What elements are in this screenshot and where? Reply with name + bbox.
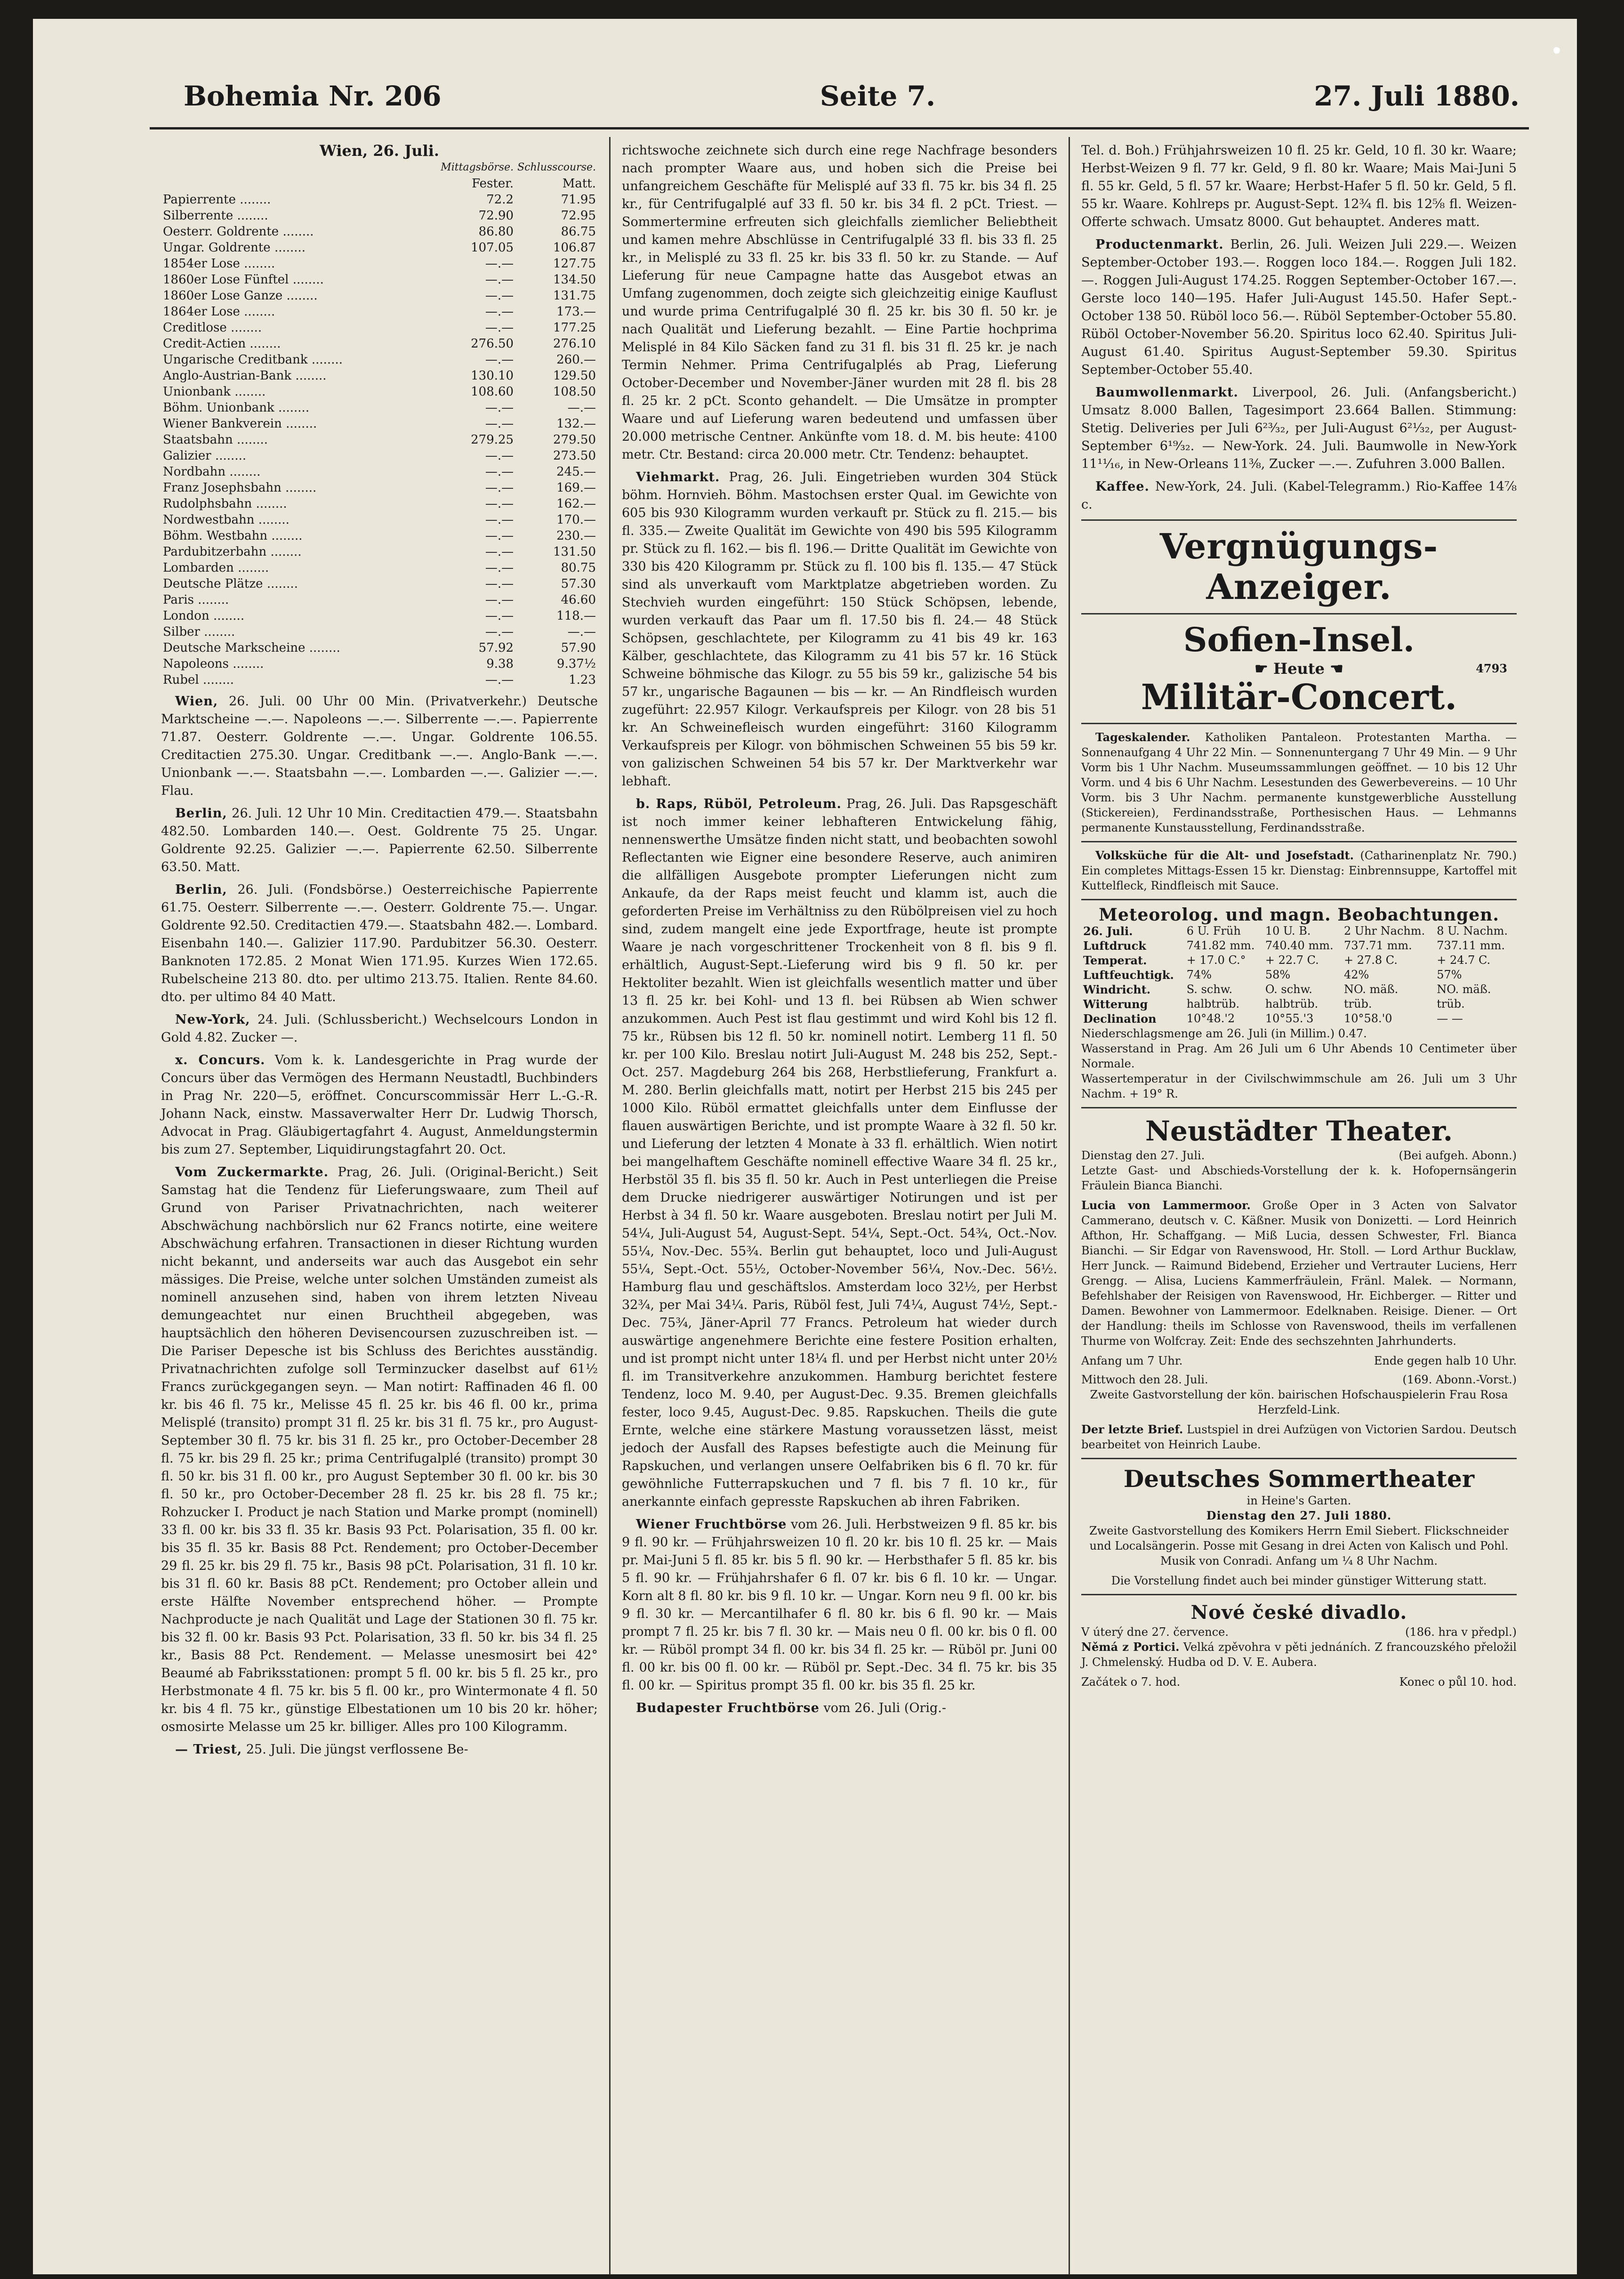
stock-table — [161, 160, 598, 688]
meteo-cell: Windricht. — [1083, 983, 1151, 996]
page-date: 27. Juli 1880. — [1314, 80, 1519, 112]
column-1 — [150, 137, 609, 2275]
stock-row — [161, 432, 598, 448]
stock-value-close: 279.50 — [553, 433, 596, 447]
article — [622, 469, 1057, 791]
meteo-cell: 737.71 mm. — [1343, 939, 1412, 952]
stock-col-right: Matt. — [562, 177, 596, 191]
theatre-date-line — [1081, 1148, 1517, 1163]
stock-value-mid: —.— — [485, 593, 514, 607]
page-number: Seite 7. — [820, 80, 936, 112]
stock-row — [161, 480, 598, 496]
article — [622, 142, 1057, 464]
stock-value-close: 57.90 — [561, 641, 596, 655]
czech-play-text: Velká zpěvohra v pěti jednáních. Z francouzského přeložil J. Chmelenský. Hudba od D. V. E. Aubera. — [1081, 1641, 1517, 1669]
stock-value-mid: —.— — [485, 673, 514, 687]
stock-name: London ........ — [163, 609, 245, 623]
meteo-row — [1081, 924, 1517, 938]
stock-col-left: Fester. — [472, 177, 514, 191]
stock-value-mid: —.— — [485, 481, 514, 495]
stock-value-mid: 107.05 — [471, 241, 514, 255]
stock-name: Napoleons ........ — [163, 657, 264, 671]
divider — [1081, 1107, 1517, 1108]
page-content — [150, 80, 1529, 2279]
article — [622, 1516, 1057, 1695]
stock-value-close: 1.23 — [569, 673, 596, 687]
stock-row — [161, 272, 598, 288]
stock-row — [161, 672, 598, 688]
divider — [1081, 613, 1517, 614]
stock-value-mid: —.— — [485, 577, 514, 591]
theatre-date: Dienstag den 27. Juli. — [1081, 1149, 1205, 1162]
czech-start: Začátek o 7. hod. — [1081, 1675, 1181, 1689]
stock-row — [161, 208, 598, 224]
meteo-cell: 10 U. B. — [1265, 924, 1311, 937]
sommer-location: in Heine's Garten. — [1246, 1494, 1351, 1507]
article-heading: New-York, — [175, 1012, 250, 1027]
stock-value-mid: —.— — [485, 449, 514, 463]
stock-row — [161, 320, 598, 336]
stock-value-mid: 279.25 — [471, 433, 514, 447]
meteo-cell: NO. mäß. — [1343, 983, 1399, 996]
article-heading: Wien, — [175, 694, 218, 709]
meteo-cell: 6 U. Früh — [1186, 924, 1241, 937]
stock-value-close: 72.95 — [561, 209, 596, 223]
stock-value-close: 260.— — [556, 353, 596, 367]
heute-line — [1081, 660, 1517, 678]
tageskalender-heading: Tageskalender. — [1095, 730, 1190, 744]
stock-value-close: 57.30 — [561, 577, 596, 591]
czech-no: (186. hra v předpl.) — [1405, 1625, 1517, 1639]
stock-row — [161, 368, 598, 384]
meteo-note: Wasserstand in Prag. Am 26 Juli um 6 Uhr Abends 10 Centimeter über Normale. — [1081, 1042, 1517, 1070]
meteo-cell: 58% — [1265, 968, 1291, 981]
article — [161, 881, 598, 1006]
meteo-cell: halbtrüb. — [1265, 997, 1318, 1010]
stock-row — [161, 656, 598, 672]
scan-blemish — [1553, 47, 1560, 54]
czech-title: Nové české divadlo. — [1190, 1601, 1407, 1624]
meteo-title: Meteorolog. und magn. Beobachtungen. — [1099, 905, 1499, 925]
stock-value-close: 9.37½ — [556, 657, 596, 671]
article-heading: Kaffee. — [1095, 479, 1150, 494]
stock-name: Rudolphsbahn ........ — [163, 497, 287, 511]
theatre-text: Letzte Gast- und Abschieds-Vorstellung der k. k. Hofopernsängerin Fräulein Bianca Bianchi. — [1081, 1164, 1517, 1192]
stock-value-close: 173.— — [556, 305, 596, 319]
article-heading: Viehmarkt. — [636, 470, 720, 485]
volkskueche-heading: Volksküche für die Alt- und Josefstadt. — [1095, 849, 1354, 862]
sommer-title: Deutsches Sommertheater — [1123, 1465, 1475, 1493]
stock-name: Silberrente ........ — [163, 209, 268, 223]
stock-value-mid: —.— — [485, 529, 514, 543]
stock-row — [161, 512, 598, 528]
sommer-date: Dienstag den 27. Juli 1880. — [1206, 1509, 1392, 1522]
mittwoch-no: (169. Abonn.-Vorst.) — [1402, 1373, 1517, 1386]
volkskueche — [1081, 848, 1517, 893]
stock-name: Rubel ........ — [163, 673, 234, 687]
stock-name: 1860er Lose Fünftel ........ — [163, 273, 324, 287]
stock-value-close: 245.— — [556, 465, 596, 479]
stock-value-close: 71.95 — [561, 193, 596, 207]
article-heading: Baumwollenmarkt. — [1095, 385, 1238, 400]
stock-row — [161, 592, 598, 608]
article-text: richtswoche zeichnete sich durch eine rege Nachfrage besonders nach prompter Waare aus, und hoben sich die Preise bei unfangreichem Geschäfte für Melisplé auf 33 fl. 75 kr. bis 34 fl. 25 kr., für Centrifugalplé auf 33 fl. 50 kr. bis 34 fl. 2 pCt. Triest. — Sommertermine erfreuten sich gleichfalls ziemlicher Beliebtheit und kamen mehre Abschlüsse in Centrifugalplé 33 fl. bis 33 fl. 25 kr., in Melisplé zu 33 fl. 25 kr. bis 33 fl. 50 kr. zu Stande. — Auf Lieferung für neue Campagne hatte das Ausgebot etwas an Umfang zugenommen, doch zeigte sich gleichzeitig einige Kauflust und wurde prima Centrifugalplé 30 fl. 25 kr. bis 30 fl. 50 kr. je nach Qualität und Lieferung bezahlt. — Eine Partie hochprima Melisplé in 84 Kilo Säcken fand zu 31 fl. bis 31 fl. 25 kr. je nach Termin Nehmer. Prima Centrifugalplés ab Prag, Lieferung October-December und November-Jäner wurden mit 28 fl. bis 28 fl. 25 kr. 2 pCt. Sconto gehandelt. — Die Umsätze in prompter Waare und auf Lieferung waren bedeutend und umfassen über 20.000 metrische Centner. Ankünfte vom 18. d. M. bis heute: 4100 metr. Ctr. Bestand: circa 20.000 metr. Ctr. Tendenz: behauptet. — [622, 143, 1057, 462]
mittwoch-line — [1081, 1372, 1517, 1387]
meteo-cell: S. schw. — [1186, 983, 1233, 996]
column-2-articles — [622, 142, 1057, 1717]
theatre-play — [1081, 1198, 1517, 1349]
article — [161, 1741, 598, 1759]
stock-name: Pardubitzerbahn ........ — [163, 545, 302, 559]
stock-rows — [161, 192, 598, 688]
page-header — [150, 80, 1529, 129]
article-heading: b. Raps, Rüböl, Petroleum. — [636, 797, 842, 811]
meteo-row — [1081, 997, 1517, 1011]
meteo-cell: 741.82 mm. — [1186, 939, 1255, 952]
stock-value-mid: 72.90 — [478, 209, 514, 223]
meteo-cell: Declination — [1083, 1012, 1157, 1026]
ads-heading: Vergnügungs-Anzeiger. — [1159, 526, 1439, 607]
meteo-cell: halbtrüb. — [1186, 997, 1240, 1010]
meteo-cell: 737.11 mm. — [1437, 939, 1505, 952]
stock-value-close: —.— — [567, 625, 596, 639]
meteo-cell: 26. Juli. — [1083, 924, 1133, 938]
theatre-start: Anfang um 7 Uhr. — [1081, 1354, 1183, 1367]
meteo-cell: — — — [1437, 1012, 1463, 1025]
stock-name: Anglo-Austrian-Bank ........ — [163, 369, 327, 383]
stock-value-close: 162.— — [556, 497, 596, 511]
sommer-note: Die Vorstellung findet auch bei minder günstiger Witterung statt. — [1111, 1574, 1487, 1587]
stock-name: Staatsbahn ........ — [163, 433, 268, 447]
theatre-play-title: Lucia von Lammermoor. — [1081, 1198, 1251, 1212]
article-heading: x. Concurs. — [175, 1053, 265, 1067]
article-text: vom 26. Juli (Orig.- — [819, 1701, 947, 1715]
column-1-articles — [161, 693, 598, 1759]
divider — [1081, 1458, 1517, 1459]
stock-name: Ungarische Creditbank ........ — [163, 353, 343, 367]
article-text: Liverpool, 26. Juli. (Anfangsbericht.) Umsatz 8.000 Ballen, Tagesimport 23.664 Ballen. Stimmung: Stetig. Deliveries per Juli 6²³⁄₃₂, per Juli-August 6²¹⁄₃₂, per August-September 6¹⁹⁄₃₂. — New-York. 24. Juli. Baumwolle in New-York 11¹¹⁄₁₆, in New-Orleans 11⅜, Zucker —.—. Zufuhren 3.000 Ballen. — [1081, 385, 1517, 471]
meteo-cell: 2 Uhr Nachm. — [1343, 924, 1425, 937]
stock-row — [161, 528, 598, 544]
stock-row — [161, 640, 598, 656]
article — [1081, 384, 1517, 473]
stock-name: Wiener Bankverein ........ — [163, 417, 317, 431]
article-heading: Budapester Fruchtbörse — [636, 1701, 820, 1715]
stock-name: Creditlose ........ — [163, 321, 262, 335]
article — [1081, 142, 1517, 231]
stock-value-close: 131.50 — [553, 545, 596, 559]
concert-title: Militär-Concert. — [1141, 677, 1457, 718]
meteo-cell: 740.40 mm. — [1265, 939, 1334, 952]
meteo-cell: Luftdruck — [1083, 939, 1146, 953]
stock-value-close: 118.— — [556, 609, 596, 623]
meteo-cell: Temperat. — [1083, 954, 1147, 967]
meteo-cell: Luftfeuchtigk. — [1083, 968, 1174, 982]
article-text: vom 26. Juli. Herbstweizen 9 fl. 85 kr. bis 9 fl. 90 kr. — Frühjahrsweizen 10 fl. 20 kr. bis 10 fl. 25 kr. — Mais pr. Mai-Juni 5 fl. 85 kr. bis 5 fl. 90 kr. — Herbsthafer 5 fl. 85 kr. bis 5 fl. 90 kr. — Frühjahrshafer 6 fl. 07 kr. bis 6 fl. 10 kr. — Ungar. Korn alt 8 fl. 80 kr. bis 9 fl. 10 kr. — Ungar. Korn neu 9 fl. 00 kr. bis 9 fl. 30 kr. — Mercantilhafer 6 fl. 80 kr. bis 6 fl. 90 kr. — Mais prompt 7 fl. 25 kr. bis 7 fl. 30 kr. — Mais neu 0 fl. 00 kr. bis 0 fl. 00 kr. — Rüböl prompt 34 fl. 00 kr. bis 34 fl. 25 kr. — Rüböl pr. Juni 00 fl. 00 kr. bis 00 fl. 00 kr. — Rüböl pr. Sept.-Dec. 34 fl. 75 kr. bis 35 fl. 00 kr. — Spiritus prompt 35 fl. 00 kr. bis 35 fl. 25 kr. — [622, 1517, 1057, 1693]
czech-play-title: Němá z Portici. — [1081, 1640, 1180, 1654]
article-heading: Wiener Fruchtbörse — [636, 1517, 787, 1532]
article — [161, 805, 598, 876]
meteo-cell: + 17.0 C.° — [1186, 954, 1246, 967]
meteo-cell: Witterung — [1083, 997, 1148, 1011]
stock-row — [161, 224, 598, 240]
stock-value-mid: —.— — [485, 257, 514, 271]
column-2 — [609, 137, 1069, 2275]
article-text: Tel. d. Boh.) Frühjahrsweizen 10 fl. 25 kr. Geld, 10 fl. 30 kr. Waare; Herbst-Weizen 9 fl. 77 kr. Geld, 9 fl. 80 kr. Waare; Mais Mai-Juni 5 fl. 55 kr. Geld, 5 fl. 57 kr. Waare; Herbst-Hafer 5 fl. 50 kr. Geld, 5 fl. 55 kr. Waare. Kohlreps pr. August-Sept. 12¾ fl. bis 12⅝ fl. Weizen-Offerte schwach. Umsatz 8000. Gut behauptet. Anderes matt. — [1081, 143, 1517, 229]
article — [161, 693, 598, 800]
stock-name: Ungar. Goldrente ........ — [163, 241, 306, 255]
stock-value-close: 273.50 — [553, 449, 596, 463]
czech-times — [1081, 1674, 1517, 1689]
stock-value-close: 132.— — [556, 417, 596, 431]
stock-value-close: 177.25 — [553, 321, 596, 335]
article-text: 26. Juli. (Fondsbörse.) Oesterreichische Papierrente 61.75. Oesterr. Silberrente —.—. Oesterr. Goldrente 75.—. Ungar. Goldrente 92.50. Creditactien 479.—. Staatsbahn 482.—. Lombard. Eisenbahn 140.—. Galizier 117.90. Pardubitzer 56.30. Oesterr. Banknoten 172.85. 2 Monat Wien 171.95. Kurzes Wien 172.65. Rubelscheine 213 80. dto. per ultimo 213.75. Italien. Rente 84.60. dto. per ultimo 84 40 Matt. — [161, 882, 598, 1004]
stock-value-mid: 86.80 — [478, 225, 514, 239]
stock-value-close: 80.75 — [561, 561, 596, 575]
letzte-brief-text: Lustspiel in drei Aufzügen von Victorien Sardou. Deutsch bearbeitet von Heinrich Laube. — [1081, 1423, 1517, 1451]
stock-value-mid: —.— — [485, 561, 514, 575]
stock-value-mid: 276.50 — [471, 337, 514, 351]
stock-value-mid: —.— — [485, 401, 514, 415]
stock-name: Nordwestbahn ........ — [163, 513, 289, 527]
divider — [1081, 519, 1517, 521]
stock-row — [161, 560, 598, 576]
stock-row — [161, 240, 598, 256]
stock-row — [161, 624, 598, 640]
stock-value-close: 134.50 — [553, 273, 596, 287]
theatre-play-text: Große Oper in 3 Acten von Salvator Cammerano, deutsch v. C. Käßner. Musik von Donizetti. — Lord Heinrich Afthon, Hr. Schaffgang. — Miß Lucia, dessen Schwester, Frl. Bianca Bianchi. — Sir Edgar von Ravenswood, Hr. Stoll. — Lord Arthur Bucklaw, Herr Junck. — Raimund Bidebend, Erzieher und Vertrauter Luciens, Herr Grengg. — Alisa, Luciens Kammerfräulein, Fränl. Malek. — Normann, Befehlshaber der Reisigen von Ravenswood, Hr. Eichberger. — Ritter und Damen. Bewohner von Lammermoor. Edelknaben. Reisige. Diener. — Ort der Handlung: theils im Schlosse von Ravenswood, theils im verfallenen Thurme von Wolfcray. Zeit: Ende des sechszehnten Jahrhunderts. — [1081, 1199, 1517, 1348]
stock-name: Franz Josephsbahn ........ — [163, 481, 317, 495]
stock-value-mid: 57.92 — [478, 641, 514, 655]
stock-row — [161, 384, 598, 400]
meteo-table — [1081, 924, 1517, 1026]
meteo-row — [1081, 968, 1517, 982]
stock-name: 1864er Lose ........ — [163, 305, 275, 319]
stock-name: Oesterr. Goldrente ........ — [163, 225, 314, 239]
column-3-articles — [1081, 142, 1517, 514]
divider — [1081, 899, 1517, 900]
theatre-abonn: (Bei aufgeh. Abonn.) — [1399, 1149, 1517, 1162]
meteo-cell: + 22.7 C. — [1265, 954, 1319, 967]
stock-sub-right: Schlusscourse. — [517, 162, 596, 173]
sofien-insel-ad: Sofien-Insel. — [1183, 620, 1415, 659]
meteo-cell: + 27.8 C. — [1343, 954, 1398, 967]
article — [1081, 236, 1517, 379]
stock-value-mid: —.— — [485, 353, 514, 367]
article-text: 26. Juli. 00 Uhr 00 Min. (Privatverkehr.) Deutsche Marktscheine —.—. Napoleons —.—. Silberrente —.—. Papierrente 71.87. Oesterr. Goldrente —.—. Ungar. Goldrente 106.55. Creditactien 275.30. Ungar. Creditbank —.—. Anglo-Bank —.—. Unionbank —.—. Staatsbahn —.—. Lombarden —.—. Galizier —.—. Flau. — [161, 694, 598, 798]
stock-row — [161, 288, 598, 304]
article-text: Prag, 26. Juli. Eingetrieben wurden 304 Stück böhm. Hornvieh. Böhm. Mastochsen erster Qual. im Gewichte von 605 bis 930 Kilogramm wurden verkauft pr. Stück zu fl. 215.— bis fl. 335.— Zweite Qualität im Gewichte von 490 bis 595 Kilogramm pr. Stück zu fl. 162.— bis fl. 196.— Dritte Qualität im Gewichte von 330 bis 420 Kilogramm pr. Stück zu fl. 100 bis fl. 135.— 47 Stück sind als unverkauft vom Marktplatze abgetrieben worden. Zu Stechvieh wurden eingeführt: 150 Stück Schöpsen, lebende, wurden verkauft das Paar um fl. 17.50 bis fl. 24.— 48 Stück Schöpsen, geschlachtete, per Kilogramm zu 41 bis 49 kr. 163 Kälber, geschlachtete, das Kilogramm zu 41 bis 57 kr. 16 Stück Schweine böhmische das Kilogr. zu 55 bis 59 kr., galizische 54 bis 57 kr., ungarische Bagaunen — bis — kr. — An Rindfleisch wurden zugeführt: 22.957 Kilogr. Verkaufspreis per Kilogr. von 28 bis 51 kr. An Schweinefleisch wurden eingeführt: 3160 Kilogramm Verkaufspreis per Kilogr. von böhmischen Schweinen 55 bis 59 kr. von galizischen Schweinen 54 bis 57 kr. Der Marktverkehr war lebhaft. — [622, 470, 1057, 789]
stock-name: Credit-Actien ........ — [163, 337, 281, 351]
meteo-cell: O. schw. — [1265, 983, 1312, 996]
stock-value-mid: —.— — [485, 513, 514, 527]
meteo-cell: 57% — [1437, 968, 1462, 981]
stock-value-close: —.— — [567, 401, 596, 415]
stock-name: Deutsche Markscheine ........ — [163, 641, 340, 655]
stock-value-mid: 72.2 — [486, 193, 514, 207]
stock-name: 1854er Lose ........ — [163, 257, 275, 271]
stock-name: Nordbahn ........ — [163, 465, 261, 479]
sommer-text: Zweite Gastvorstellung des Komikers Herrn Emil Siebert. Flickschneider und Localsängerin. Posse mit Gesang in drei Acten von Kalisch und Pohl. Musik von Conradi. Anfang um ¼ 8 Uhr Nachm. — [1089, 1524, 1509, 1568]
tageskalender — [1081, 730, 1517, 835]
stock-value-mid: —.— — [485, 273, 514, 287]
newspaper-page — [33, 19, 1577, 2274]
stock-row — [161, 416, 598, 432]
stock-name: 1860er Lose Ganze ........ — [163, 289, 318, 303]
stock-name: Deutsche Plätze ........ — [163, 577, 298, 591]
stock-value-mid: —.— — [485, 545, 514, 559]
stock-row — [161, 464, 598, 480]
meteo-notes — [1081, 1026, 1517, 1101]
czech-date-line — [1081, 1624, 1517, 1640]
article-heading: Berlin, — [175, 806, 227, 821]
article — [622, 795, 1057, 1511]
czech-play — [1081, 1640, 1517, 1670]
theatre-times — [1081, 1353, 1517, 1368]
stock-row — [161, 256, 598, 272]
volkskueche-text: (Catharinenplatz Nr. 790.) Ein completes Mittags-Essen 15 kr. Dienstag: Einbrennsuppe, Kartoffel mit Kuttelfleck, Rindfleisch mit Sauce. — [1081, 849, 1517, 892]
article-text: 24. Juli. (Schlussbericht.) Wechselcours London in Gold 4.82. Zucker —. — [161, 1012, 598, 1045]
article-heading: Berlin, — [175, 882, 227, 897]
meteo-row — [1081, 982, 1517, 997]
meteo-cell: 42% — [1343, 968, 1369, 981]
stock-value-close: 108.50 — [553, 385, 596, 399]
column-3 — [1069, 137, 1528, 2275]
meteo-cell: 10°48.'2 — [1186, 1012, 1235, 1025]
stock-value-mid: 9.38 — [486, 657, 514, 671]
meteo-cell: trüb. — [1437, 997, 1465, 1010]
stock-value-close: 131.75 — [553, 289, 596, 303]
article-text: 25. Juli. Die jüngst verflossene Be- — [242, 1742, 468, 1757]
masthead-issue: Bohemia Nr. 206 — [184, 80, 442, 112]
stock-name: Böhm. Westbahn ........ — [163, 529, 303, 543]
stock-row — [161, 448, 598, 464]
stock-value-mid: 130.10 — [471, 369, 514, 383]
divider — [1081, 1594, 1517, 1595]
stock-row — [161, 544, 598, 560]
stock-value-mid: —.— — [485, 497, 514, 511]
article-text: Vom k. k. Landesgerichte in Prag wurde der Concurs über das Vermögen des Hermann Neustadtl, Buchbinders in Prag Nr. 220—5, eröffnet. Concurscommissär Herr L.-G.-R. Johann Nack, einstw. Massaverwalter Herr Dr. Ludwig Thorsch, Advocat in Prag. Gläubigertagfahrt 4. August, Anmeldungstermin bis zum 27. September, Liquidirungstagfahrt 20. Oct. — [161, 1053, 598, 1157]
meteo-row — [1081, 953, 1517, 968]
stock-value-close: 169.— — [556, 481, 596, 495]
meteo-cell: + 24.7 C. — [1437, 954, 1491, 967]
theatre-end: Ende gegen halb 10 Uhr. — [1374, 1354, 1517, 1367]
meteo-note: Niederschlagsmenge am 26. Juli (in Millim.) 0.47. — [1081, 1027, 1367, 1040]
stock-value-mid: 108.60 — [471, 385, 514, 399]
meteo-cell: 8 U. Nachm. — [1437, 924, 1508, 937]
article — [161, 1164, 598, 1736]
article — [1081, 478, 1517, 514]
meteo-cell: 10°58.'0 — [1343, 1012, 1392, 1025]
article-heading: Vom Zuckermarkte. — [175, 1165, 329, 1180]
meteo-row — [1081, 938, 1517, 953]
stock-value-mid: —.— — [485, 417, 514, 431]
pointing-hand-icon: ☚ — [1325, 660, 1343, 678]
article-text: Prag, 26. Juli. (Original-Bericht.) Seit Samstag hat die Tendenz für Lieferungswaare, zum Theil auf Grund von Pariser Privatnachrichten, nach weiterer Abschwächung nachbörslich nur 62 Francs notirte, eine weitere Abschwächung erfahren. Transactionen in dieser Richtung wurden nicht bekannt, und anderseits war auch das Ausgebot ein sehr mässiges. Die Preise, welche unter solchen Umständen zumeist als nominell anzusehen sind, haben von ihrem letzten Niveau demungeachtet nur einen Bruchtheil abgegeben, was hauptsächlich den höheren Devisencoursen zuzuschreiben ist. — Die Pariser Depesche ist bis Schluss des Berichtes ausständig. Privatnachrichten zufolge soll Terminzucker daselbst auf 61½ Francs zurückgegangen seyn. — Man notirt: Raffinaden 46 fl. 00 kr. bis 46 fl. 75 kr., Melisse 45 fl. 25 kr. bis 46 fl. 00 kr., prima Melisplé (transito) prompt 31 fl. 25 kr. bis 31 fl. 75 kr., pro August-September 30 fl. 75 kr. bis 31 fl. 25 kr., pro October-December 28 fl. 75 kr. bis 29 fl. 25 kr.; prima Centrifugalplé (transito) prompt 30 fl. 50 kr. bis 31 fl. 00 kr., pro August September 30 fl. 00 kr. bis 30 fl. 50 kr., pro October-December 28 fl. 25 kr. bis 28 fl. 75 kr.; Rohzucker I. Product je nach Station und Marke prompt (nominell) 33 fl. 00 kr. bis 33 fl. 35 kr. Basis 93 Pct. Polarisation, 35 fl. 00 kr. bis 35 fl. 35 kr. Basis 88 Pct. Rendement; pro October-December 29 fl. 25 kr. bis 29 fl. 75 kr., Basis 98 pCt. Polarisation, 31 fl. 10 kr. bis 31 fl. 60 kr. Basis 88 pCt. Rendement; pro October allein und erste Hälfte November entsprechend höher. — Prompte Nachproducte je nach Qualität und Lage der Stationen 30 fl. 75 kr. bis 32 fl. 00 kr. Basis 93 Pct. Polarisation, 33 fl. 50 kr. bis 34 fl. 25 kr., Basis 88 Pct. Rendement. — Melasse unesmosirt bei 42° Beaumé ab Fabriksstationen: prompt 5 fl. 00 kr. bis 5 fl. 25 kr., pro Herbstmonate 4 fl. 75 kr. bis 5 fl. 00 kr., pro Wintermonate 4 fl. 50 kr. bis 4 fl. 75 kr., günstige Elbestationen um 10 bis 20 kr. höher; osmosirte Melasse um 25 kr. billiger. Alles pro 100 Kilogramm. — [161, 1165, 598, 1734]
tageskalender-text: Katholiken Pantaleon. Protestanten Martha. — Sonnenaufgang 4 Uhr 22 Min. — Sonnenuntergang 7 Uhr 49 Min. — 9 Uhr Vorm bis 1 Uhr Nachm. Museumssammlungen geöffnet. — 10 bis 12 Uhr Vorm. und 4 bis 6 Uhr Nachm. Lesestunden des Gewerbevereins. — 10 Uhr Vorm. bis 3 Uhr Nachm. permanente kunstgewerbliche Ausstellung (Stickereien), Ferdinandsstraße, Porthesischen Haus. — Lehmanns permanente Kunstausstellung, Ferdinandsstraße. — [1081, 731, 1517, 834]
meteo-cell: 10°55.'3 — [1265, 1012, 1314, 1025]
mittwoch-date: Mittwoch den 28. Juli. — [1081, 1373, 1208, 1386]
stock-row — [161, 400, 598, 416]
stock-row — [161, 608, 598, 624]
stock-value-close: 46.60 — [561, 593, 596, 607]
stock-value-mid: —.— — [485, 321, 514, 335]
stock-row — [161, 304, 598, 320]
stock-row — [161, 336, 598, 352]
stock-value-mid: —.— — [485, 289, 514, 303]
stock-value-close: 276.10 — [553, 337, 596, 351]
stock-value-close: 170.— — [556, 513, 596, 527]
stock-name: Papierrente ........ — [163, 193, 271, 207]
article — [622, 1699, 1057, 1717]
stock-row — [161, 352, 598, 368]
stock-value-close: 106.87 — [553, 241, 596, 255]
stock-value-close: 230.— — [556, 529, 596, 543]
stock-name: Paris ........ — [163, 593, 229, 607]
stock-row — [161, 192, 598, 208]
article-text: Prag, 26. Juli. Das Rapsgeschäft ist noch immer keiner lebhafteren Entwickelung fähig, nennenswerthe Umsätze finden nicht statt, und beobachten sowohl Reflectanten wie Eigner eine besondere Reserve, auch animiren die allfälligen Ausgebote prompter Lieferungen nicht zum Ankaufe, da der Raps meist feucht und klamm ist, auch die geforderten Preise im Verhältniss zu den Rübölpreisen viel zu hoch sind, zudem mangelt eine jede Exportfrage, heute ist prompte Waare je nach vorgeschrittener Trockenheit von 8 fl. bis 9 fl. erhältlich, August-Sept.-Lieferung wird bis 9 fl. 50 kr. per Hektoliter bezahlt. Wien ist gleichfalls wesentlich matter und über 13 fl. 25 kr. bei Kohl- und 13 fl. bei Rübsen ab Wien schwer anzukommen. Auch Pest ist flau gestimmt und wird Kohl bis 12 fl. 75 kr., Rübsen bis 12 fl. 50 kr. nominell notirt. Lemberg 11 fl. 50 kr. per 100 Kilo. Breslau notirt Juli-August M. 248 bis 252, Sept.-Oct. 257. Magdeburg 264 bis 268, Herbstlieferung, Frankfurt a. M. 280. Berlin gleichfalls matt, notirt per Herbst 215 bis 245 per 1000 Kilo. Rüböl ermattet gleichfalls unter dem Einflusse der flauen auswärtigen Berichte, und ist prompte Waare à 32 fl. 50 kr. und Lieferung der letzten 4 Monate à 33 fl. erhältlich. Wien notirt bei mangelhaftem Geschäfte nominell effective Waare 34 fl. 25 kr., Herbstöl 35 fl. bis 35 fl. 50 kr. Auch in Pest unterliegen die Preise dem Drucke niedrigerer auswärtiger Notirungen und ist per Herbst à 34 fl. 50 kr. Waare ausgeboten. Breslau notirt per Juli M. 54¼, Juli-August 54, August-Sept. 54¼, Sept.-Oct. 54¾, Oct.-Nov. 55¼, Nov.-Dec. 55¾. Berlin gut behauptet, loco und Juli-August 55¼, Sept.-Oct. 55½, October-November 56¼, Nov.-Dec. 56½. Hamburg flau und geschäftslos. Amsterdam loco 32½, per Herbst 32¾, per Mai 34¼. Paris, Rüböl fest, Juli 74¼, August 74½, Sept.-Dec. 75¾, Jäner-April 77 Francs. Petroleum hat wieder durch auswärtige angenehmere Berichte eine festere Position erhalten, und ist prompt nicht unter 18¼ fl. und per Herbst nicht unter 20½ fl. im Transitverkehre anzukommen. Hamburg berichtet festere Tendenz, loco M. 9.40, per August-Dec. 9.35. Bremen gleichfalls fester, loco 9.45, August-Dec. 9.85. Rapskuchen. Theils die gute Ernte, welche eine stärkere Mastung voraussetzen lässt, meist jedoch der Ausfall des Rapses befestigte auch die Meinung für Rapskuchen, und verlangen unsere Oelfabriken bis 6 fl. 70 kr. für gewöhnliche Futterrapskuchen und 7 fl. bis 7 fl. 10 kr., für anerkannte einfach gepresste Rapskuchen ab ihren Fabriken. — [622, 797, 1058, 1509]
article — [161, 1051, 598, 1159]
heute-label: Heute — [1273, 660, 1325, 678]
ad-number: 4793 — [1476, 662, 1507, 675]
divider — [1081, 723, 1517, 724]
stock-value-close: 129.50 — [553, 369, 596, 383]
stock-name: Lombarden ........ — [163, 561, 269, 575]
letzte-brief-title: Der letzte Brief. — [1081, 1422, 1183, 1436]
article — [161, 1011, 598, 1047]
stock-title: Wien, 26. Juli. — [319, 142, 440, 160]
czech-date: V úterý dne 27. července. — [1081, 1625, 1229, 1639]
stock-name: Böhm. Unionbank ........ — [163, 401, 310, 415]
stock-value-close: 86.75 — [561, 225, 596, 239]
czech-end: Konec o půl 10. hod. — [1399, 1675, 1517, 1689]
mittwoch-text: Zweite Gastvorstellung der kön. bairischen Hofschauspielerin Frau Rosa Herzfeld-Link. — [1090, 1388, 1508, 1416]
meteo-cell: trüb. — [1343, 997, 1372, 1010]
stock-value-mid: —.— — [485, 465, 514, 479]
stock-row — [161, 576, 598, 592]
article-text: Berlin, 26. Juli. Weizen Juli 229.—. Weizen September-October 193.—. Roggen loco 184.—. Roggen Juli 182.—. Roggen Juli-August 174.25. Roggen September-October 167.—. Gerste loco 140—195. Hafer Juli-August 145.50. Hafer Sept.-October 138 50. Rüböl loco 56.—. Rüböl September-October 55.80. Rüböl October-November 56.20. Spiritus loco 62.40. Spiritus Juli-August 61.40. Spiritus August-September 59.30. Spiritus September-October 55.40. — [1081, 237, 1517, 377]
article-text: New-York, 24. Juli. (Kabel-Telegramm.) Rio-Kaffee 14⅞ c. — [1081, 479, 1517, 512]
stock-row — [161, 496, 598, 512]
columns — [150, 137, 1529, 2275]
pointing-hand-icon: ☛ — [1254, 660, 1273, 678]
stock-value-close: 127.75 — [553, 257, 596, 271]
stock-sub-left: Mittagsbörse. — [441, 162, 514, 173]
article-heading: Productenmarkt. — [1095, 237, 1224, 252]
divider — [1081, 841, 1517, 842]
stock-value-mid: —.— — [485, 305, 514, 319]
stock-name: Silber ........ — [163, 625, 235, 639]
meteo-note: Wassertemperatur in der Civilschwimmschule am 26. Juli um 3 Uhr Nachm. + 19° R. — [1081, 1072, 1517, 1100]
article-heading: — Triest, — [175, 1742, 242, 1757]
meteo-cell: 74% — [1186, 968, 1212, 981]
theatre-title: Neustädter Theater. — [1145, 1115, 1453, 1147]
stock-value-mid: —.— — [485, 609, 514, 623]
stock-value-mid: —.— — [485, 625, 514, 639]
article-text: 26. Juli. 12 Uhr 10 Min. Creditactien 479.—. Staatsbahn 482.50. Lombarden 140.—. Oest. Goldrente 75 25. Ungar. Goldrente 92.25. Galizier —.—. Papierrente 62.50. Silberrente 63.50. Matt. — [161, 806, 598, 874]
meteo-cell: NO. mäß. — [1437, 983, 1491, 996]
letzte-brief — [1081, 1422, 1517, 1452]
meteo-row — [1081, 1011, 1517, 1026]
stock-name: Galizier ........ — [163, 449, 247, 463]
stock-name: Unionbank ........ — [163, 385, 266, 399]
